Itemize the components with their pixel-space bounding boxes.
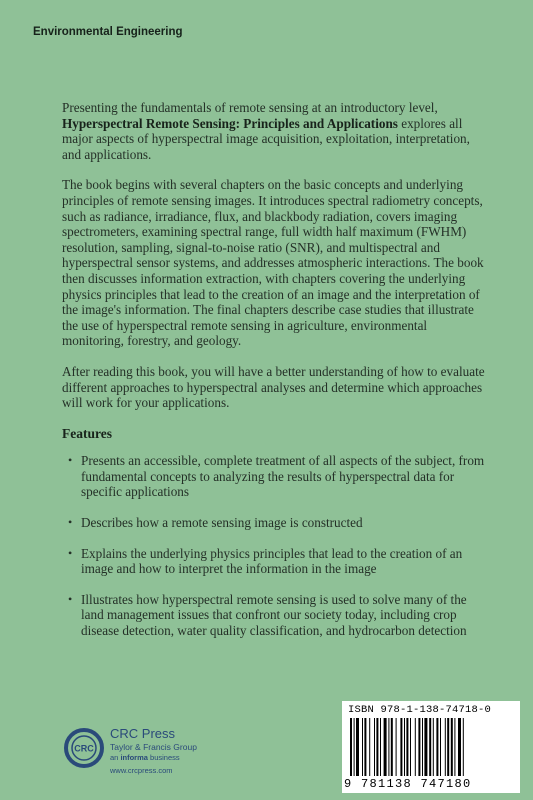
barcode-bar [380, 718, 381, 776]
barcode-bar [436, 718, 438, 776]
bullet-icon: • [68, 545, 73, 560]
summary-paragraph: The book begins with several chapters on the basic concepts and underlying principles of remote sensing images. It introduces spectral radiometry concepts, such as radiance, irradiance, flux, and blackbody radiation, covers imaging spectrometers, examining spectral range, full width half maximum (FWHM) resolution, sampling, signal-to-noise ratio (SNR), and multispectral and hyperspectral sensor systems, and addresses atmospheric interactions. The book then discusses information extraction, with chapters covering the underlying physics principles that lead to the creation of an image and the interpretation of the image's information. The final chapters describe case studies that illustrate the use of hyperspectral remote sensing in agriculture, environmental monitoring, forestry, and geology. [62, 177, 484, 349]
barcode-bar [362, 718, 363, 776]
feature-text: Illustrates how hyperspectral remote sensing is used to solve many of the land management issues that confront our society today, including crop disease detection, water quality classification, and hydrocarbon detection [81, 591, 467, 639]
features-heading: Features [62, 425, 112, 441]
barcode-bar [451, 718, 453, 776]
crc-logo-icon [64, 728, 104, 768]
barcode-bar [400, 718, 402, 776]
feature-text: Describes how a remote sensing image is constructed [81, 515, 363, 531]
barcode-bar [356, 718, 359, 776]
barcode-bar [376, 718, 378, 776]
barcode-bar [415, 718, 416, 776]
publisher-group: Taylor & Francis Group [110, 742, 197, 752]
barcode-bar [418, 718, 420, 776]
feature-text: Presents an accessible, complete treatment of all aspects of the subject, from fundamental concepts to analyzing the results of hyperspectral data for specific applications [81, 453, 485, 500]
book-title: Hyperspectral Remote Sensing: Principles and Applications [62, 115, 398, 131]
bullet-icon: • [68, 591, 73, 606]
barcode-bar [433, 718, 434, 776]
feature-text: Explains the underlying physics principles that lead to the creation of an image and how to interpret the information in the image [81, 545, 463, 577]
barcode-bar [429, 718, 431, 776]
category-label: Environmental Engineering [33, 26, 183, 38]
barcode-bar [424, 718, 427, 776]
feature-item [68, 546, 492, 577]
barcode-bar [369, 718, 370, 776]
barcode-bar [447, 718, 449, 776]
publisher-business: an informa business [110, 753, 180, 762]
svg-text:CRC: CRC [74, 743, 94, 754]
barcode-bar [440, 718, 441, 776]
barcode-bar [350, 718, 352, 776]
barcode-bar [458, 718, 461, 776]
publisher-block [64, 722, 244, 782]
barcode-bar [396, 718, 397, 776]
barcode-bar [422, 718, 423, 776]
barcode-icon [348, 718, 514, 776]
barcode-bar [463, 718, 464, 776]
barcode-bar [384, 718, 387, 776]
barcode-bar [406, 718, 408, 776]
intro-lead: Presenting the fundamentals of remote sensing at an introductory level, [62, 100, 438, 115]
barcode-bar [364, 718, 366, 776]
back-cover-description [62, 100, 492, 654]
isbn-label: ISBN 978-1-138-74718-0 [348, 704, 492, 716]
feature-item [68, 592, 492, 639]
barcode-bar [445, 718, 446, 776]
feature-item [68, 453, 492, 500]
barcode-block [342, 701, 520, 793]
intro-tail: explores all major aspects of hyperspectral image acquisition, exploitation, interpretation, and applications. [62, 115, 470, 162]
publisher-name: CRC Press [110, 726, 176, 741]
outcome-paragraph: After reading this book, you will have a better understanding of how to evaluate different approaches to hyperspectral analyses and determine which approaches will work for your applications. [62, 363, 485, 411]
barcode-bar [374, 718, 375, 776]
features-list [62, 453, 492, 638]
bullet-icon: • [68, 453, 73, 468]
barcode-bar [404, 718, 405, 776]
bullet-icon: • [68, 515, 73, 530]
intro-paragraph [62, 100, 492, 162]
barcode-bar [391, 718, 393, 776]
publisher-url: www.crcpress.com [110, 766, 173, 775]
barcode-bar [388, 718, 389, 776]
barcode-bar [410, 718, 411, 776]
barcode-digits: 9 781138 747180 [344, 777, 472, 791]
barcode-bar [454, 718, 455, 776]
feature-item [68, 515, 492, 531]
barcode-bar [354, 718, 355, 776]
